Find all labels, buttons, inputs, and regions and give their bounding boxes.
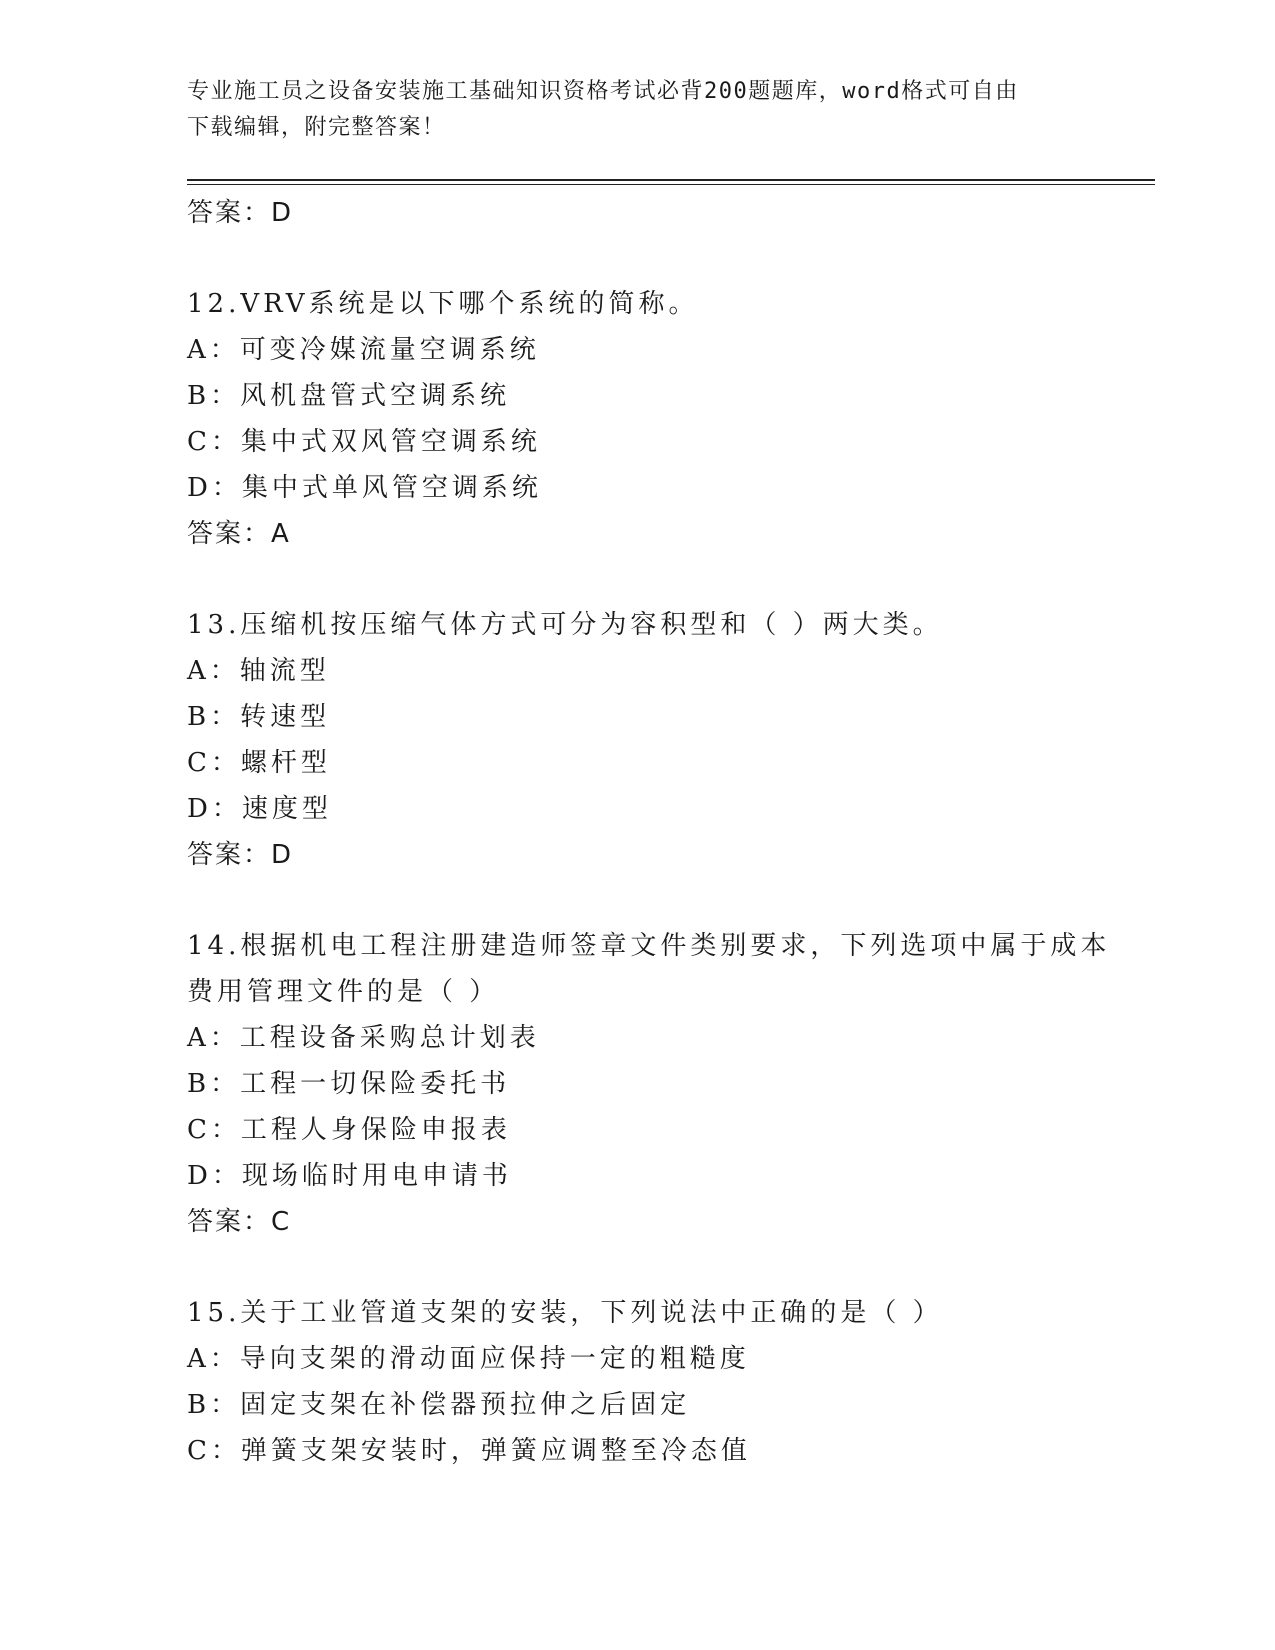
option-b: B：风机盘管式空调系统 xyxy=(187,381,511,411)
option-b: B：工程一切保险委托书 xyxy=(187,1069,511,1099)
option-a: A：轴流型 xyxy=(187,656,330,686)
spacer xyxy=(187,236,1087,281)
header-divider-thick xyxy=(187,179,1155,181)
spacer xyxy=(187,878,1087,923)
question-stem: 13.压缩机按压缩气体方式可分为容积型和（ ）两大类。 xyxy=(187,610,943,640)
option-a: A：导向支架的滑动面应保持一定的粗糙度 xyxy=(187,1344,750,1374)
header-line-1: 专业施工员之设备安装施工基础知识资格考试必背200题题库，word格式可自由 xyxy=(187,79,1019,104)
answer-line: 答案：D xyxy=(187,840,294,870)
option-c: C：弹簧支架安装时，弹簧应调整至冷态值 xyxy=(187,1436,751,1466)
question-stem-continued: 费用管理文件的是（ ） xyxy=(187,977,500,1007)
document-header xyxy=(187,74,1067,146)
question-stem: 12.VRV系统是以下哪个系统的简称。 xyxy=(187,289,699,319)
option-b: B：固定支架在补偿器预拉伸之后固定 xyxy=(187,1390,691,1420)
option-d: D：集中式单风管空调系统 xyxy=(187,473,542,503)
answer-line: 答案：D xyxy=(187,198,294,228)
answer-line: 答案：C xyxy=(187,1207,292,1237)
answer-line: 答案：A xyxy=(187,519,291,549)
spacer xyxy=(187,1245,1087,1290)
option-d: D：速度型 xyxy=(187,794,332,824)
question-list xyxy=(187,190,1111,1474)
option-d: D：现场临时用电申请书 xyxy=(187,1161,512,1191)
question-stem: 14.根据机电工程注册建造师签章文件类别要求，下列选项中属于成本 xyxy=(187,931,1111,961)
option-b: B：转速型 xyxy=(187,702,331,732)
spacer xyxy=(187,557,1087,602)
header-divider-thin xyxy=(187,184,1155,185)
header-line-2: 下载编辑，附完整答案！ xyxy=(187,115,446,140)
option-a: A：工程设备采购总计划表 xyxy=(187,1023,540,1053)
option-c: C：螺杆型 xyxy=(187,748,331,778)
option-c: C：集中式双风管空调系统 xyxy=(187,427,541,457)
option-a: A：可变冷媒流量空调系统 xyxy=(187,335,540,365)
option-c: C：工程人身保险申报表 xyxy=(187,1115,511,1145)
question-stem: 15.关于工业管道支架的安装，下列说法中正确的是（ ） xyxy=(187,1298,943,1328)
